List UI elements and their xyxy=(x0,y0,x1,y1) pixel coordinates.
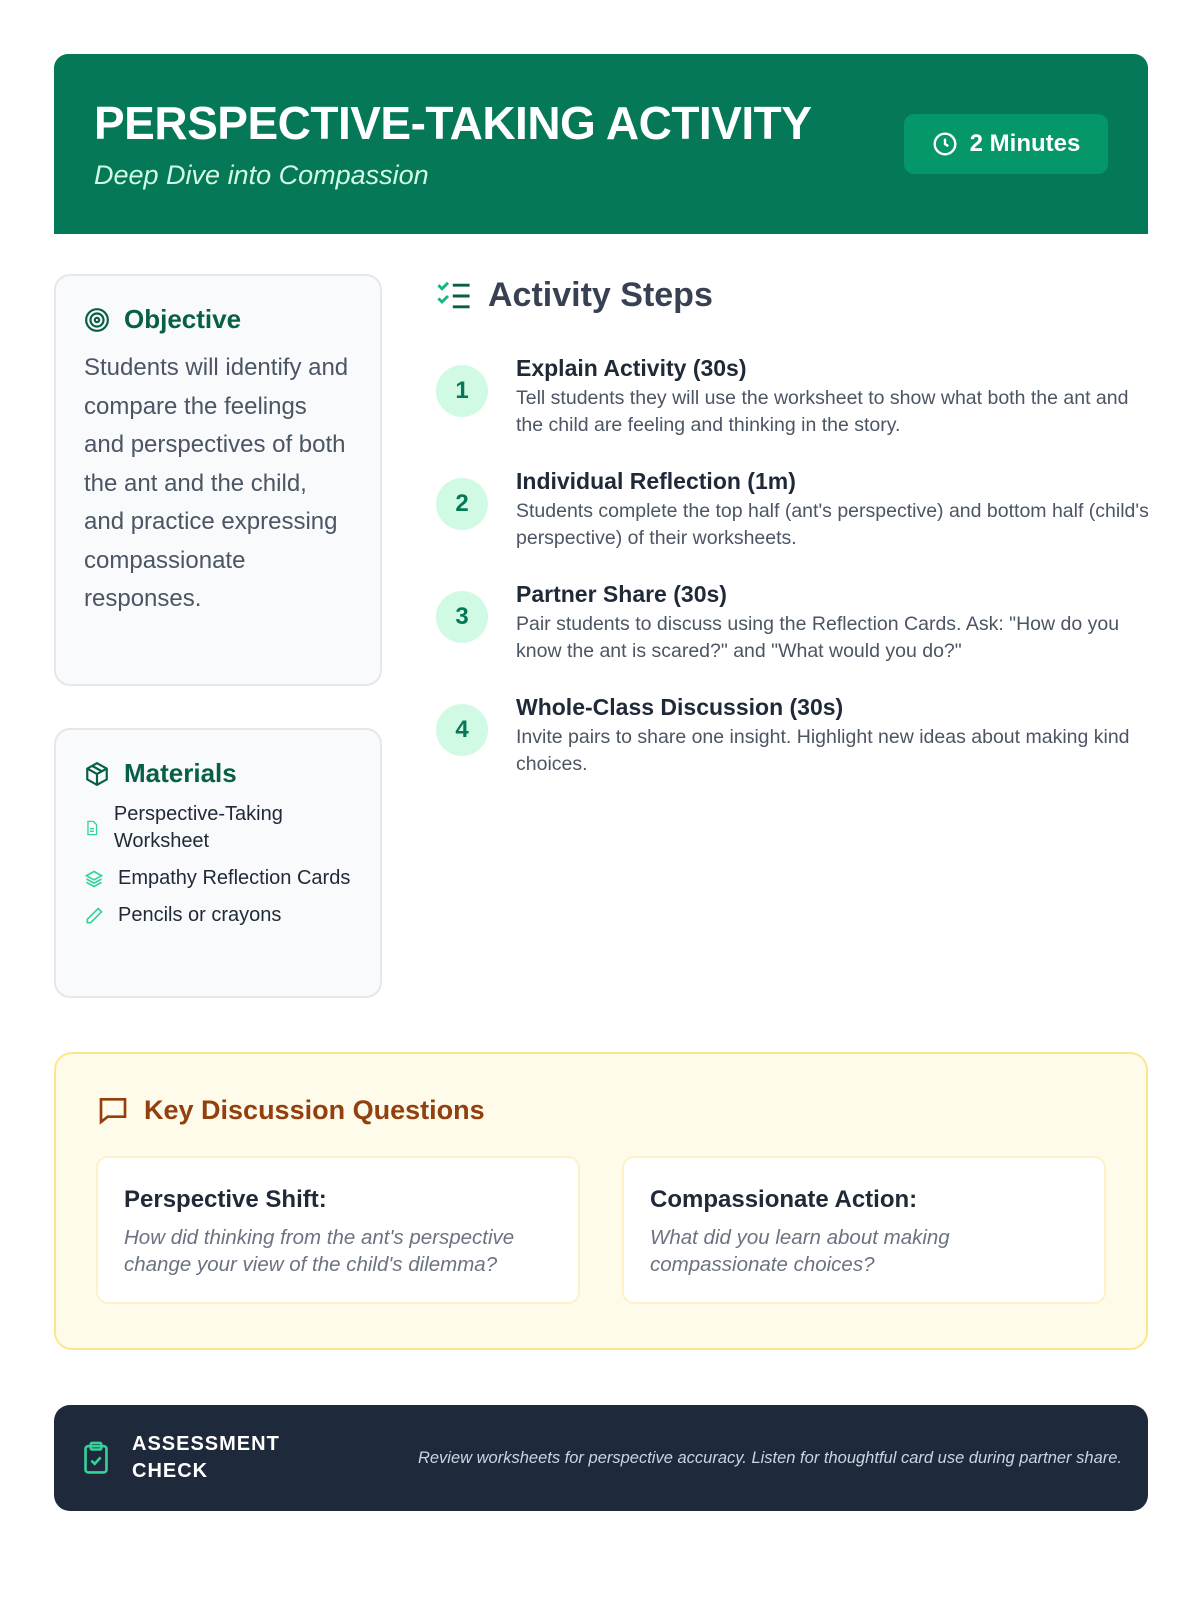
step-title: Individual Reflection (1m) xyxy=(516,468,796,494)
steps-title: Activity Steps xyxy=(488,276,713,314)
duration-label: 2 Minutes xyxy=(969,130,1081,157)
materials-title: Materials xyxy=(124,758,237,788)
material-item xyxy=(84,902,352,929)
step-item xyxy=(436,355,1152,468)
materials-card xyxy=(54,728,382,998)
material-item xyxy=(84,865,352,892)
step-title: Partner Share (30s) xyxy=(516,581,727,607)
assessment-check xyxy=(54,1405,1148,1511)
file-icon xyxy=(84,819,100,837)
step-title: Whole-Class Discussion (30s) xyxy=(516,694,844,720)
assessment-title: ASSESSMENT CHECK xyxy=(132,1433,280,1482)
question-text: What did you learn about making compassionate choices? xyxy=(650,1226,950,1276)
step-description: Pair students to discuss using the Reflection Cards. Ask: "How do you know the ant is scared?" and "What would you do?" xyxy=(516,613,1120,662)
discussion-questions xyxy=(54,1052,1148,1350)
material-item xyxy=(84,801,352,855)
duration-badge xyxy=(904,114,1108,174)
step-item xyxy=(436,694,1152,807)
activity-steps xyxy=(436,276,1152,807)
question-card xyxy=(622,1156,1106,1304)
step-number: 2 xyxy=(436,478,488,530)
question-title: Perspective Shift: xyxy=(124,1186,327,1213)
target-icon xyxy=(84,307,110,333)
package-icon xyxy=(84,761,110,787)
step-title: Explain Activity (30s) xyxy=(516,355,747,381)
questions-title: Key Discussion Questions xyxy=(144,1094,485,1125)
step-number: 1 xyxy=(436,365,488,417)
step-item xyxy=(436,581,1152,694)
material-label: Perspective-Taking Worksheet xyxy=(113,803,283,852)
page-title: PERSPECTIVE-TAKING ACTIVITY xyxy=(94,97,812,149)
pencil-icon xyxy=(84,906,104,926)
assessment-text: Review worksheets for perspective accuracy. Listen for thoughtful card use during partner share. xyxy=(417,1448,1122,1467)
clipboard-check-icon xyxy=(82,1441,110,1475)
step-number: 4 xyxy=(436,704,488,756)
clock-icon xyxy=(932,131,958,157)
objective-title: Objective xyxy=(124,304,242,334)
step-item xyxy=(436,468,1152,581)
step-number: 3 xyxy=(436,591,488,643)
message-square-icon xyxy=(96,1094,130,1126)
question-text: How did thinking from the ant's perspective change your view of the child's dilemma? xyxy=(124,1226,515,1276)
step-description: Tell students they will use the worksheet to show what both the ant and the child are feeling and thinking in the story. xyxy=(516,387,1129,436)
step-description: Students complete the top half (ant's perspective) and bottom half (child's perspective) of their worksheets. xyxy=(516,500,1149,549)
header-banner xyxy=(54,54,1148,234)
material-label: Pencils or crayons xyxy=(118,904,282,926)
question-card xyxy=(96,1156,580,1304)
objective-card xyxy=(54,274,382,686)
list-checks-icon xyxy=(436,280,472,312)
question-title: Compassionate Action: xyxy=(650,1186,918,1213)
objective-text: Students will identify and compare the feelings and perspectives of both the ant and the child, and practice expressing compassionate responses. xyxy=(84,354,349,612)
page-subtitle: Deep Dive into Compassion xyxy=(94,160,429,190)
step-description: Invite pairs to share one insight. Highlight new ideas about making kind choices. xyxy=(516,726,1130,775)
layers-icon xyxy=(84,869,104,889)
material-label: Empathy Reflection Cards xyxy=(118,867,351,889)
